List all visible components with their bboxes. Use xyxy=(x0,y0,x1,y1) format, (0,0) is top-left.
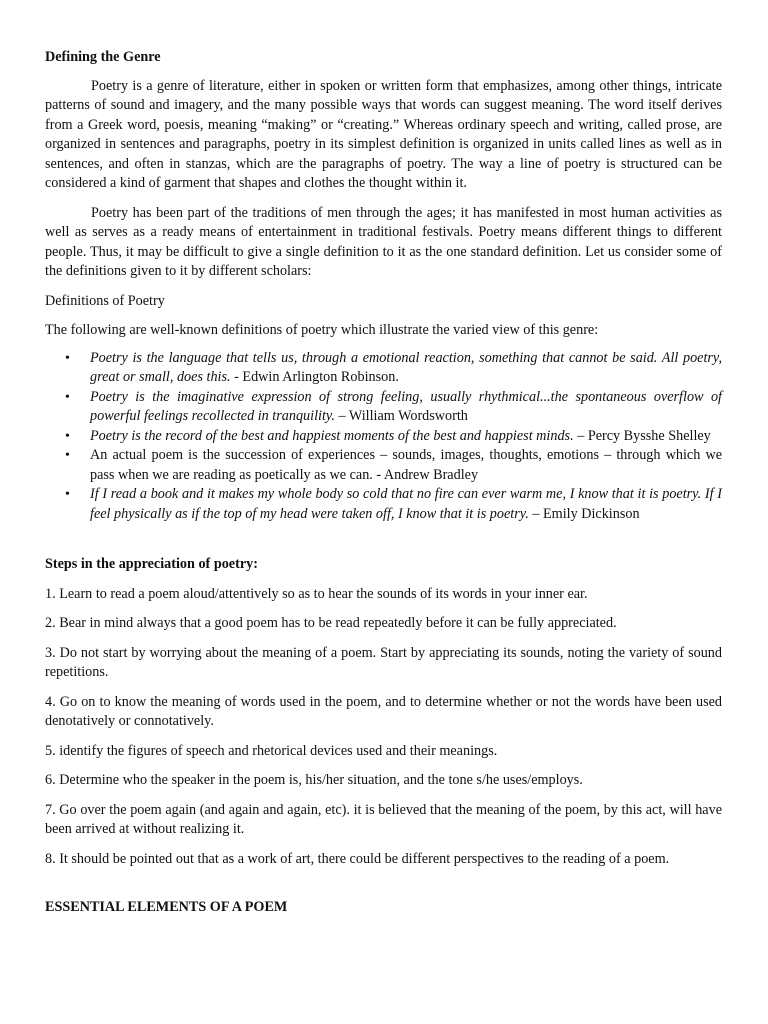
step-item: 8. It should be pointed out that as a work of art, there could be different perspectives to the reading of a poem. xyxy=(45,850,670,867)
paragraph: Poetry is a genre of literature, either in spoken or written form that emphasizes, among other things, intricate patterns of sound and imagery, and the many possible ways that words can suggest meaning. The word itself derives from a Greek word, poesis, meaning “making” or “creating.” Whereas ordinary speech and writing, called prose, are organized in sentences and paragraphs, poetry in its simplest definition is organized in units called lines as well as in sentences, and often in stanzas, which are the paragraphs of poetry. The way a line of poetry is structured can be considered a kind of garment that shapes and clothes the thought within it. xyxy=(45,77,722,191)
paragraph: Poetry has been part of the traditions of men through the ages; it has manifested in most human activities as well as serves as a ready means of entertainment in traditional festivals. Poetry means different things to different people. Thus, it may be difficult to give a single definition to it as the one standard definition. Let us consider some of the definitions given to it by different scholars: xyxy=(45,204,722,279)
definition-quote: Poetry is the language that tells us, through a emotional reaction, something that cannot be said. All poetry, great or small, does this. xyxy=(90,349,722,385)
list-item xyxy=(90,388,722,427)
list-item xyxy=(90,427,722,447)
subheading: Definitions of Poetry xyxy=(45,292,165,309)
essential-elements-heading: ESSENTIAL ELEMENTS OF A POEM xyxy=(45,899,288,915)
step-item: 3. Do not start by worrying about the meaning of a poem. Start by appreciating its sounds, noting the variety of sound repetitions. xyxy=(45,644,722,680)
step-item: 7. Go over the poem again (and again and again, etc). it is believed that the meaning of the poem, by this act, will have been arrived at without realizing it. xyxy=(45,801,722,837)
definition-attribution: An actual poem is the succession of experiences – sounds, images, thoughts, emotions – through which we pass when we are reading as poetically as we can. - Andrew Bradley xyxy=(90,447,722,483)
list-item xyxy=(90,446,722,485)
step-item: 4. Go on to know the meaning of words used in the poem, and to determine whether or not the words have been used denotatively or connotatively. xyxy=(45,693,722,729)
step-item: 1. Learn to read a poem aloud/attentively so as to hear the sounds of its words in your inner ear. xyxy=(45,585,588,602)
definition-quote: Poetry is the record of the best and happiest moments of the best and happiest minds. xyxy=(90,427,574,444)
list-item xyxy=(90,349,722,388)
definition-attribution: – William Wordsworth xyxy=(334,408,468,424)
section-heading: Defining the Genre xyxy=(45,49,161,65)
definitions-intro: The following are well-known definitions of poetry which illustrate the varied view of this genre: xyxy=(45,322,599,338)
step-item: 6. Determine who the speaker in the poem is, his/her situation, and the tone s/he uses/employs. xyxy=(45,772,583,788)
step-item: 5. identify the figures of speech and rhetorical devices used and their meanings. xyxy=(45,742,498,759)
list-item xyxy=(90,485,722,524)
definition-attribution: – Emily Dickinson xyxy=(528,505,640,522)
definition-attribution: - Edwin Arlington Robinson. xyxy=(230,369,399,385)
definition-quote: Poetry is the imaginative expression of strong feeling, usually rhythmical...the spontaneous overflow of powerful feelings recollected in tranquility. xyxy=(90,388,722,424)
definition-quote: If I read a book and it makes my whole body so cold that no fire can ever warm me, I know that it is poetry. If I feel physically as if the top of my head were taken off, I know that it is poetry. xyxy=(90,486,722,522)
steps-heading: Steps in the appreciation of poetry: xyxy=(45,556,258,572)
definition-attribution: – Percy Bysshe Shelley xyxy=(573,427,711,444)
step-item: 2. Bear in mind always that a good poem has to be read repeatedly before it can be fully appreciated. xyxy=(45,615,617,631)
definitions-list xyxy=(45,349,722,525)
